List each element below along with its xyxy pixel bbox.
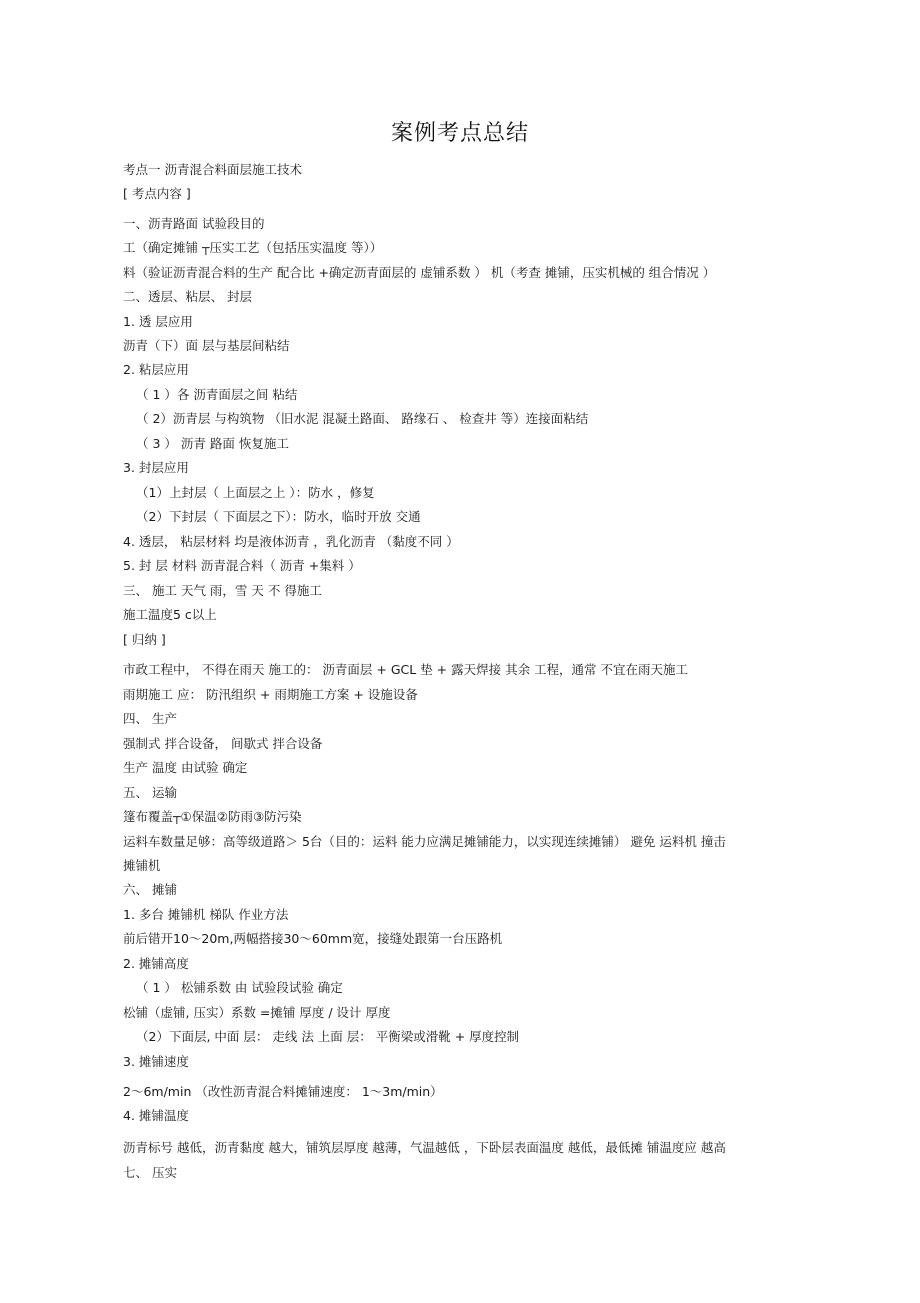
text-line: 2～6m/min （改性沥青混合料摊铺速度： 1～3m/min） (123, 1084, 443, 1099)
text-line: （ 1 ） 松铺系数 由 试验段试验 确定 (136, 980, 343, 995)
text-line: （ 1 ）各 沥青面层之间 粘结 (136, 387, 298, 402)
text-line: 强制式 拌合设备， 间歇式 拌合设备 (123, 736, 323, 751)
text-line: （2）下面层, 中面 层： 走线 法 上面 层： 平衡梁或滑靴 + 厚度控制 (136, 1029, 520, 1044)
text-line: 4. 摊铺温度 (123, 1108, 189, 1123)
text-line: 1. 透 层应用 (123, 314, 193, 329)
text-line: 3. 封层应用 (123, 460, 189, 475)
text-line: 沥青（下）面 层与基层间粘结 (123, 338, 290, 353)
text-line: 2. 摊铺高度 (123, 956, 189, 971)
text-line: 雨期施工 应： 防汛组织 + 雨期施工方案 + 设施设备 (123, 687, 418, 702)
text-line: （1）上封层（ 上面层之上 ）：防水 ，修复 (136, 485, 375, 500)
text-line: 六、 摊铺 (123, 882, 177, 897)
text-line: 生产 温度 由试验 确定 (123, 760, 248, 775)
text-line: 二、透层、粘层、 封层 (123, 289, 252, 304)
text-line: 篷布覆盖┬①保温②防雨③防污染 (123, 809, 302, 824)
text-line: （ 2）沥青层 与构筑物 （旧水泥 混凝土路面、 路缘石 、 检查井 等）连接面粘结 (136, 411, 589, 426)
text-line: 前后错开10～20m,两幅搭接30～60mm宽，接缝处跟第一台压路机 (123, 931, 503, 946)
page-title: 案例考点总结 (390, 121, 529, 146)
text-line: 3. 摊铺速度 (123, 1054, 189, 1069)
text-line: 三、 施工 天气 雨，雪 天 不 得施工 (123, 583, 322, 598)
text-line: 松铺（虚铺, 压实）系数 =摊铺 厚度 / 设计 厚度 (123, 1005, 391, 1020)
text-line: 5. 封 层 材料 沥青混合料（ 沥青 +集料 ） (123, 558, 361, 573)
text-line: 1. 多台 摊铺机 梯队 作业方法 (123, 907, 289, 922)
text-line: （ 3 ） 沥青 路面 恢复施工 (136, 436, 289, 451)
text-line: 一、沥青路面 试验段目的 (123, 216, 265, 231)
text-line: 施工温度5 c以上 (123, 607, 217, 622)
text-line: 市政工程中， 不得在雨天 施工的： 沥青面层 + GCL 垫 + 露天焊接 其余 工程，通常 不宜在雨天施工 (123, 662, 689, 677)
text-line: 4. 透层， 粘层材料 均是液体沥青 ，乳化沥青 （黏度不同 ） (123, 534, 459, 549)
text-line: 工（确定摊铺 ┬压实工艺（包括压实温度 等）） (123, 240, 383, 255)
subheading: [ 考点内容 ] (123, 186, 191, 201)
section-heading: 考点一 沥青混合料面层施工技术 (123, 162, 302, 177)
text-line: 运料车数量足够：高等级道路＞ 5台（目的：运料 能力应满足摊铺能力，以实现连续摊铺） 避免 运料机 撞击 (123, 834, 726, 849)
text-line: 2. 粘层应用 (123, 362, 189, 377)
text-line: （2）下封层（ 下面层之下）：防水，临时开放 交通 (136, 509, 421, 524)
text-line: 料（验证沥青混合料的生产 配合比 +确定沥青面层的 虚铺系数 ） 机（考查 摊铺，压实机械的 组合情况 ） (123, 265, 716, 280)
text-line: 四、 生产 (123, 711, 177, 726)
text-line: 沥青标号 越低，沥青黏度 越大，铺筑层厚度 越薄，气温越低 ，下卧层表面温度 越低，最低摊 铺温度应 越高 (123, 1140, 726, 1155)
text-line: 七、 压实 (123, 1165, 177, 1180)
text-line: 摊铺机 (123, 858, 161, 873)
text-line: 五、 运输 (123, 785, 177, 800)
subheading: [ 归纳 ] (123, 632, 166, 647)
